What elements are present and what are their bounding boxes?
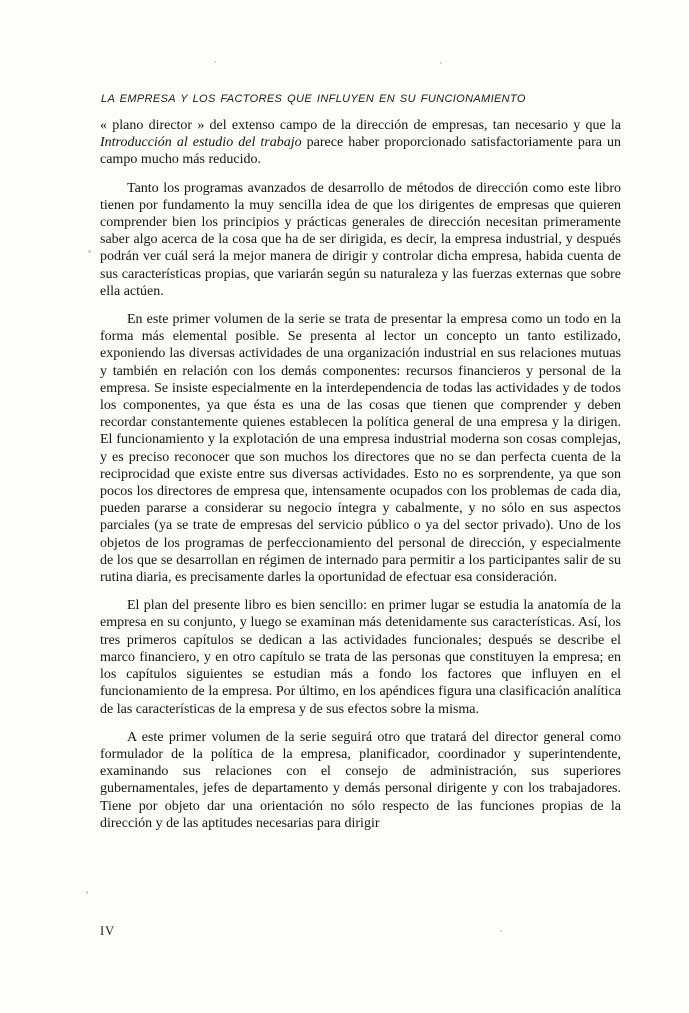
running-header: LA EMPRESA Y LOS FACTORES QUE INFLUYEN EN SU FUNCIONAMIENTO	[101, 93, 526, 105]
book-title-italic: Introducción al estudio del trabajo	[100, 135, 302, 151]
scan-speck	[500, 930, 502, 932]
scan-speck	[86, 891, 88, 894]
page-body	[100, 117, 621, 843]
paragraph	[100, 180, 621, 300]
paragraph	[100, 597, 621, 717]
paragraph	[100, 729, 621, 832]
paragraph-text: En este primer volumen de la serie se trata de presentar la empresa como un todo en la forma más elemental posible. Se presenta al lector un concepto un tanto estilizado, exponiendo las diversas actividades de una organización industrial en sus relaciones mutuas y también en relación con los demás componentes: recursos financieros y personal de la empresa. Se insiste especialmente en la interdependencia de todas las actividades y de todos los componentes, ya que ésta es una de las cosas que tienen que comprender y deben recordar constantemente quienes establecen la política general de una empresa y la dirigen. El funcionamiento y la explotación de una empresa industrial moderna son cosas complejas, y es preciso reconocer que son muchos los directores que no se dan perfecta cuenta de la reciprocidad que existe entre sus diversas actividades. Esto no es sorprendente, ya que son pocos los directores de empresa que, intensamente ocupados con los problemas de cada dia, pueden pararse a considerar su negocio íntegra y cabalmente, y no sólo en sus aspectos parciales (ya se trate de empresas del servicio público o ya del sector privado). Uno de los objetos de los programas de perfeccionamiento del personal de dirección, y especialmente de los que se desarrollan en régimen de internado para permitir a los participantes salir de su rutina diaria, es precisamente darles la oportunidad de efectuar esa consideración.	[100, 312, 621, 586]
paragraph-text: parece haber proporcionado satisfactoriamente para un campo mucho más reducido.	[100, 135, 621, 168]
page-number: IV	[100, 924, 115, 938]
paragraph	[100, 311, 621, 586]
paragraph-text: El plan del presente libro es bien sencillo: en primer lugar se estudia la anatomía de la empresa en su conjunto, y luego se examinan más detenidamente sus características. Así, los tres primeros capítulos se dedican a las actividades funcionales; después se describe el marco financiero, y en otro capítulo se trata de las personas que constituyen la empresa; en los capítulos siguientes se estudian más a fondo los factores que influyen en el funcionamiento de la empresa. Por último, en los apéndices figura una clasificación analítica de las características de la empresa y de sus efectos sobre la misma.	[100, 598, 621, 717]
paragraph-text: A este primer volumen de la serie seguirá otro que tratará del director general como formulador de la política de la empresa, planificador, coordinador y superintendente, examinando sus relaciones con el consejo de administración, sus superiores gubernamentales, jefes de departamento y demás personal dirigente y con los trabajadores. Tiene por objeto dar una orientación no sólo respecto de las funciones propias de la dirección y de las aptitudes necesarias para dirigir	[100, 729, 621, 831]
scan-speck	[214, 61, 216, 63]
paragraph-text: « plano director » del extenso campo de la dirección de empresas, tan necesario y que la	[100, 118, 621, 133]
scan-speck	[440, 62, 442, 64]
paragraph-text: Tanto los programas avanzados de desarrollo de métodos de dirección como este libro tienen por fundamento la muy sencilla idea de que los dirigentes de empresas que quieren comprender bien los principios y prácticas generales de dirección necesitan primeramente saber algo acerca de la cosa que ha de ser dirigida, es decir, la empresa industrial, y después podrán ver cuál será la mejor manera de dirigir y controlar dicha empresa, habida cuenta de sus características propias, que variarán según su naturaleza y las fuerzas externas que sobre ella actúen.	[100, 180, 621, 299]
paragraph	[100, 117, 621, 169]
scan-speck	[88, 250, 91, 253]
